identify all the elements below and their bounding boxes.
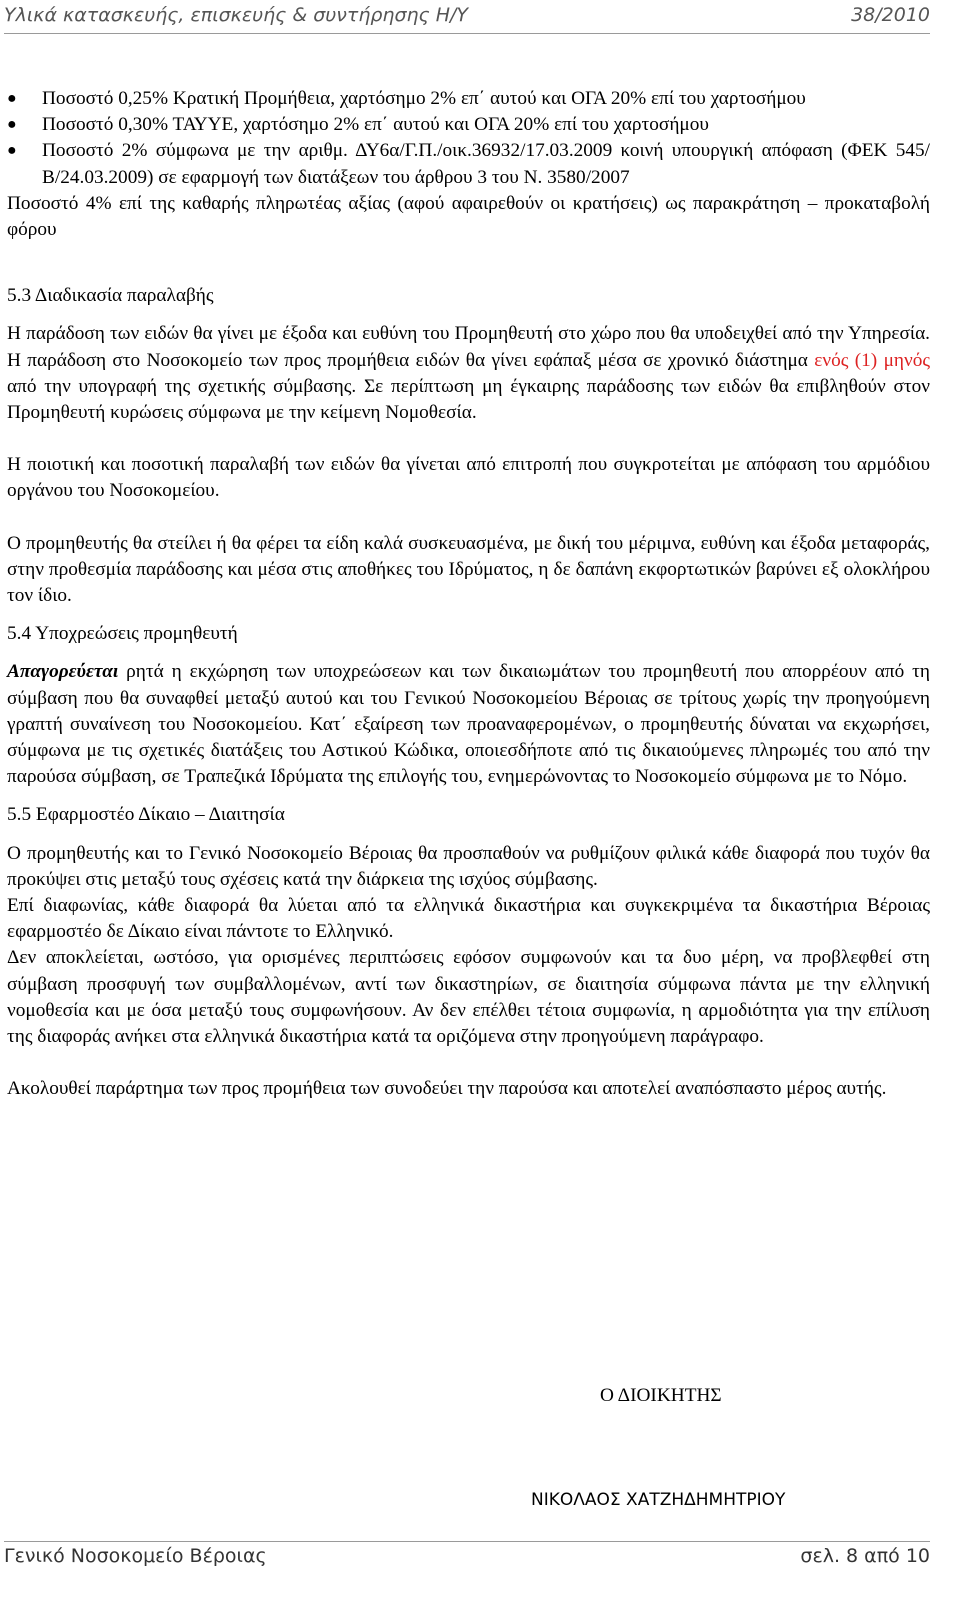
section-5-3-paragraph-3: Ο προμηθευτής θα στείλει ή θα φέρει τα είδη καλά συσκευασμένα, με δική του μέριμνα, ευθύνη και έξοδα μεταφοράς, στην προθεσμία παράδοσης και μέσα στις αποθήκες του Ιδρύματος, η δε δαπάνη εκφορτωτικών βαρύνει εξ ολοκλήρου τον ίδιο. xyxy=(7,532,930,607)
section-5-5-paragraph-1: Ο προμηθευτής και το Γενικό Νοσοκομείο Βέροιας θα προσπαθούν να ρυθμίζουν φιλικά κάθε διαφορά που τυχόν θα προκύψει στις μεταξύ τους σχέσεις κατά την διάρκεια της ισχύος σύμβασης. xyxy=(7,842,930,890)
section-5-3-paragraph-2: Η ποιοτική και ποσοτική παραλαβή των ειδών θα γίνεται από επιτροπή που συγκροτείται με απόφαση του αρμόδιου οργάνου του Νοσοκομείου. xyxy=(7,454,930,502)
prohibition-emphasis: Απαγορεύεται xyxy=(7,661,119,683)
list-item: ● Ποσοστό 0,30% ΤΑΥΥΕ, χαρτόσημο 2% επ΄ αυτού και ΟΓΑ 20% επί του χαρτοσήμου xyxy=(7,112,930,138)
header-divider xyxy=(4,33,930,34)
footer-organization: Γενικό Νοσοκομείο Βέροιας xyxy=(4,1545,267,1567)
delivery-deadline: ενός (1) μηνός xyxy=(814,349,930,371)
section-5-3-paragraph-1: Η παράδοση των ειδών θα γίνει με έξοδα και ευθύνη του Προμηθευτή στο χώρο που θα υποδειχθεί από την Υπηρεσία. Η παράδοση στο Νοσοκομείο των προς προμήθεια ειδών θα γίνει εφάπαξ μέσα σε χρονικό διάστημα ενός (1) μηνός από την υπογραφή της σχετικής σύμβασης. Σε περίπτωση μη έγκαιρης παράδοσης των ειδών θα επιβληθούν στον Προμηθευτή κυρώσεις σύμφωνα με την κείμενη Νομοθεσία. xyxy=(7,323,930,424)
section-5-3-heading: 5.3 Διαδικασία παραλαβής xyxy=(7,285,214,307)
footer-divider xyxy=(4,1541,930,1542)
signature-title: Ο ΔΙΟΙΚΗΤΗΣ xyxy=(600,1385,722,1406)
section-5-5-heading: 5.5 Εφαρμοστέο Δίκαιο – Διαιτησία xyxy=(7,804,285,826)
footer-page-number: σελ. 8 από 10 xyxy=(800,1545,930,1567)
signature-name: ΝΙΚΟΛΑΟΣ ΧΑΤΖΗΔΗΜΗΤΡΙΟΥ xyxy=(531,1490,786,1510)
section-5-5-paragraph-3: Δεν αποκλείεται, ωστόσο, για ορισμένες περιπτώσεις εφόσον συμφωνούν και τα δυο μέρη, να προβλεφθεί στη σύμβαση προσφυγή των συμβαλλομένων, αντί των δικαστηρίων, σε διαιτησία σύμφωνα πάντα με την ελληνική νομοθεσία και με όσα μεταξύ τους συμφωνήσουν. Αν δεν επέλθει τέτοια συμφωνία, η αρμοδιότητα για την επίλυση της διαφοράς ανήκει στα ελληνικά δικαστήρια κατά τα οριζόμενα στην προηγούμενη παράγραφο. xyxy=(7,947,930,1048)
header-issue-number: 38/2010 xyxy=(851,4,930,26)
list-item: ● Ποσοστό 0,25% Κρατική Προμήθεια, χαρτόσημο 2% επ΄ αυτού και ΟΓΑ 20% επί του χαρτοσήμου xyxy=(7,86,930,112)
tax-withholding-line: Ποσοστό 4% επί της καθαρής πληρωτέας αξίας (αφού αφαιρεθούν οι κρατήσεις) ως παρακράτηση – προκαταβολή φόρου xyxy=(7,192,930,241)
section-5-4-paragraph: Απαγορεύεται ρητά η εκχώρηση των υποχρεώσεων και των δικαιωμάτων του προμηθευτή που απορρέουν από τη σύμβαση που θα συναφθεί μεταξύ αυτού και του Γενικού Νοσοκομείου Βέροιας σε τρίτους χωρίς την προηγούμενη γραπτή συναίνεση του Νοσοκομείου. Κατ΄ εξαίρεση των προαναφερομένων, ο προμηθευτής δύναται να εκχωρήσει, σύμφωνα με τις σχετικές διατάξεις του Αστικού Κώδικα, οποιεσδήποτε από τις δικαιούμενες πληρωμές του από την παρούσα σύμβαση, σε Τραπεζικά Ιδρύματα της επιλογής του, ενημερώνοντας το Νοσοκομείο σύμφωνα με το Νόμο. xyxy=(7,661,930,788)
section-5-5-paragraph-2: Επί διαφωνίας, κάθε διαφορά θα λύεται από τα ελληνικά δικαστήρια και συγκεκριμένα τα δικαστήρια Βέροιας εφαρμοστέο δε Δίκαιο είναι πάντοτε το Ελληνικό. xyxy=(7,895,930,943)
bullet-icon: ● xyxy=(7,90,17,107)
bullet-icon: ● xyxy=(7,142,17,160)
document-body xyxy=(7,86,930,1103)
deductions-list xyxy=(7,86,930,191)
section-5-4-heading: 5.4 Υποχρεώσεις προμηθευτή xyxy=(7,623,238,645)
list-item: ● Ποσοστό 2% σύμφωνα με την αριθμ. ΔΥ6α/Γ.Π./οικ.36932/17.03.2009 κοινή υπουργική απόφαση (ΦΕΚ 545/Β/24.03.2009) σε εφαρμογή των διατάξεων του άρθρου 3 του Ν. 3580/2007 xyxy=(7,140,930,188)
header-title: Υλικά κατασκευής, επισκευής & συντήρησης Η/Υ xyxy=(4,4,469,26)
page-header xyxy=(4,4,930,32)
bullet-icon: ● xyxy=(7,116,17,134)
closing-paragraph: Ακολουθεί παράρτημα των προς προμήθεια των συνοδεύει την παρούσα και αποτελεί αναπόσπαστο μέρος αυτής. xyxy=(7,1078,887,1100)
